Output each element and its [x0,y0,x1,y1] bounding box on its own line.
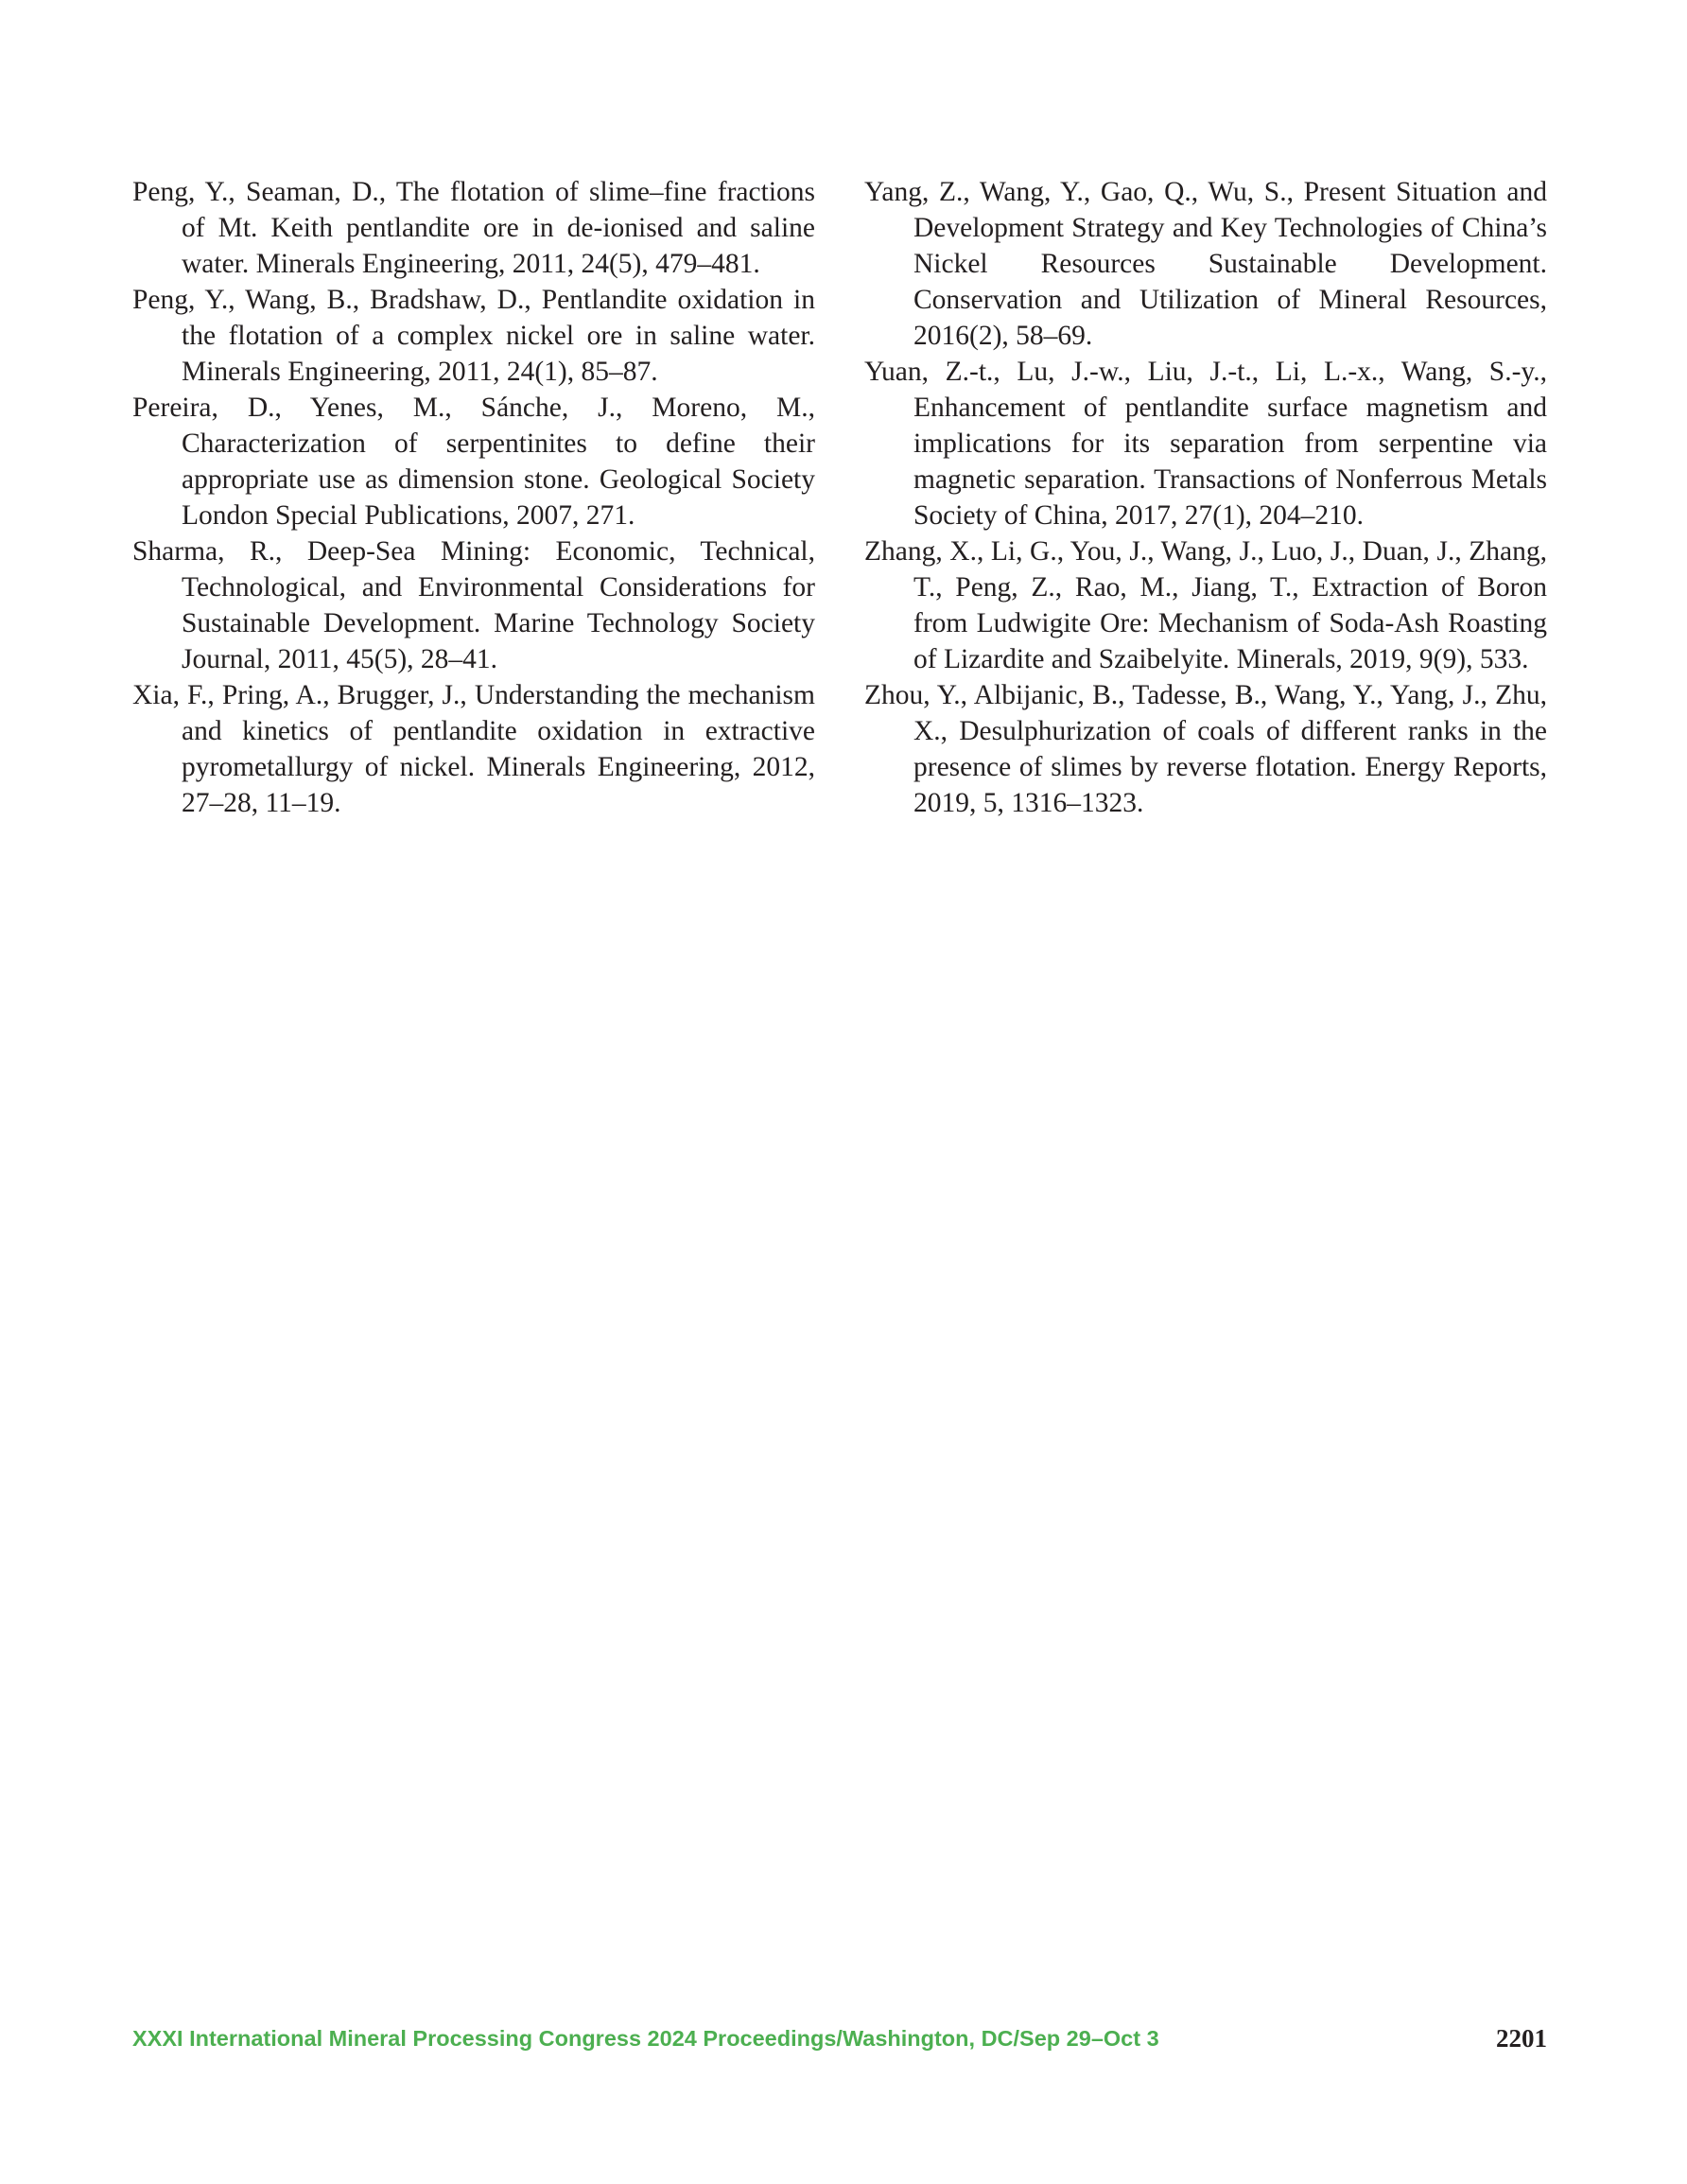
reference-entry: Peng, Y., Seaman, D., The flotation of slime–fine fractions of Mt. Keith pentlandite ore in de-ionised and saline water. Minerals Engineering, 2011, 24(5), 479–481. [132,177,815,279]
reference-entry: Zhou, Y., Albijanic, B., Tadesse, B., Wang, Y., Yang, J., Zhu, X., Desulphurization of coals of different ranks in the presence of slimes by reverse flotation. Energy Reports, 2019, 5, 1316–1323. [864,680,1547,818]
reference-entry: Pereira, D., Yenes, M., Sánche, J., Moreno, M., Characterization of serpentinites to define their appropriate use as dimension stone. Geological Society London Special Publications, 2007, 271. [132,393,815,531]
page-number: 2201 [1496,2024,1547,2053]
reference-entry: Yang, Z., Wang, Y., Gao, Q., Wu, S., Present Situation and Development Strategy and Key Technologies of China’s Nickel Resources Sustainable Development. Conservation and Utilization of Mineral Resources, 2016(2), 58–69. [864,177,1547,351]
footer-proceedings-title: XXXI International Mineral Processing Congress 2024 Proceedings/Washington, DC/Sep 29–Oct 3 [132,2026,1159,2051]
reference-entry: Peng, Y., Wang, B., Bradshaw, D., Pentlandite oxidation in the flotation of a complex nickel ore in saline water. Minerals Engineering, 2011, 24(1), 85–87. [132,285,815,387]
reference-entry: Xia, F., Pring, A., Brugger, J., Understanding the mechanism and kinetics of pentlandite oxidation in extractive pyrometallurgy of nickel. Minerals Engineering, 2012, 27–28, 11–19. [132,680,815,818]
references-right-column [864,174,1547,821]
page-footer [132,2026,1547,2064]
reference-entry: Yuan, Z.-t., Lu, J.-w., Liu, J.-t., Li, L.-x., Wang, S.-y., Enhancement of pentlandite surface magnetism and implications for its separation from serpentine via magnetic separation. Transactions of Nonferrous Metals Society of China, 2017, 27(1), 204–210. [864,357,1547,531]
reference-entry: Zhang, X., Li, G., You, J., Wang, J., Luo, J., Duan, J., Zhang, T., Peng, Z., Rao, M., Jiang, T., Extraction of Boron from Ludwigite Ore: Mechanism of Soda-Ash Roasting of Lizardite and Szaibelyite. Minerals, 2019, 9(9), 533. [864,536,1547,674]
reference-entry: Sharma, R., Deep-Sea Mining: Economic, Technical, Technological, and Environmental Considerations for Sustainable Development. Marine Technology Society Journal, 2011, 45(5), 28–41. [132,536,815,674]
references-left-column [132,174,815,821]
